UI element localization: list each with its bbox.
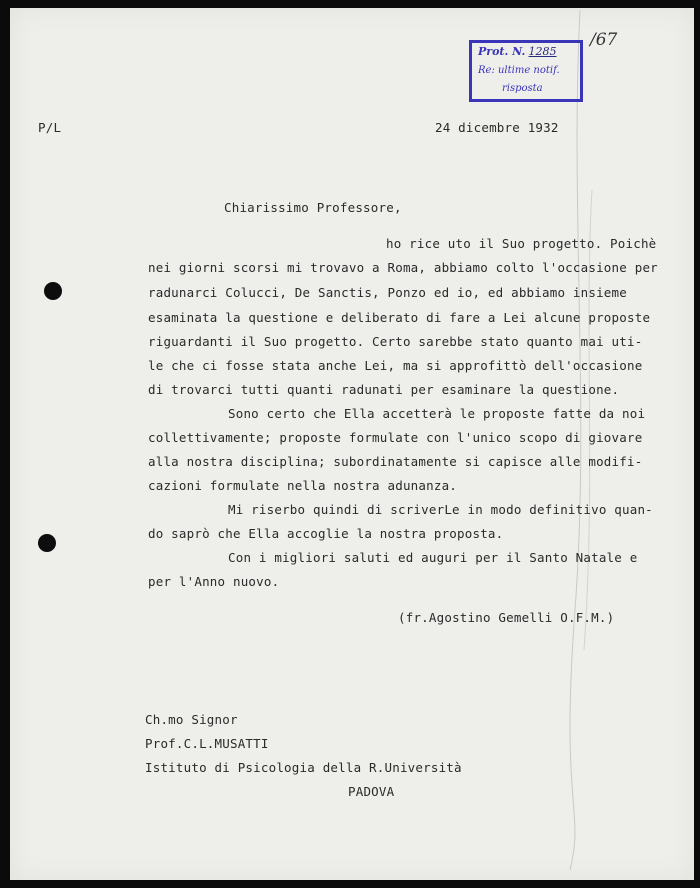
body-line: Con i migliori saluti ed auguri per il Santo Natale e	[228, 550, 638, 565]
body-line: alla nostra disciplina; subordinatamente si capisce alle modifi-	[148, 454, 643, 469]
address-line: PADOVA	[348, 784, 395, 799]
stamp-line-3: risposta	[502, 83, 543, 94]
handwritten-page-number: /67	[590, 30, 618, 50]
body-line: nei giorni scorsi mi trovavo a Roma, abbiamo colto l'occasione per	[148, 260, 658, 275]
protocol-stamp	[469, 40, 583, 102]
body-line: di trovarci tutti quanti radunati per esaminare la questione.	[148, 382, 620, 397]
signature: (fr.Agostino Gemelli O.F.M.)	[398, 610, 615, 625]
body-line: radunarci Colucci, De Sanctis, Ponzo ed io, ed abbiamo insieme	[148, 285, 627, 300]
letter-reference: P/L	[38, 120, 62, 135]
body-line: riguardanti il Suo progetto. Certo sarebbe stato quanto mai uti-	[148, 334, 643, 349]
address-line: Ch.mo Signor	[145, 712, 238, 727]
body-line: do saprò che Ella accoglie la nostra proposta.	[148, 526, 504, 541]
stamp-line-2: Re: ultime notif.	[478, 65, 560, 76]
body-line: per l'Anno nuovo.	[148, 574, 280, 589]
body-line: collettivamente; proposte formulate con l'unico scopo di giovare	[148, 430, 643, 445]
letter-date: 24 dicembre 1932	[435, 120, 559, 135]
stamp-number: 1285	[528, 45, 557, 58]
body-line: cazioni formulate nella nostra adunanza.	[148, 478, 458, 493]
stamp-label: Prot. N.	[478, 45, 526, 58]
body-line: esaminata la questione e deliberato di fare a Lei alcune proposte	[148, 310, 651, 325]
body-line: ho rice uto il Suo progetto. Poichè	[386, 236, 657, 251]
address-line: Prof.C.L.MUSATTI	[145, 736, 269, 751]
body-line: Mi riserbo quindi di scriverLe in modo definitivo quan-	[228, 502, 653, 517]
body-line: Sono certo che Ella accetterà le proposte fatte da noi	[228, 406, 646, 421]
salutation: Chiarissimo Professore,	[224, 200, 402, 215]
punch-hole-top	[44, 282, 62, 300]
punch-hole-bottom	[38, 534, 56, 552]
body-line: le che ci fosse stata anche Lei, ma si approfittò dell'occasione	[148, 358, 643, 373]
address-line: Istituto di Psicologia della R.Università	[145, 760, 462, 775]
